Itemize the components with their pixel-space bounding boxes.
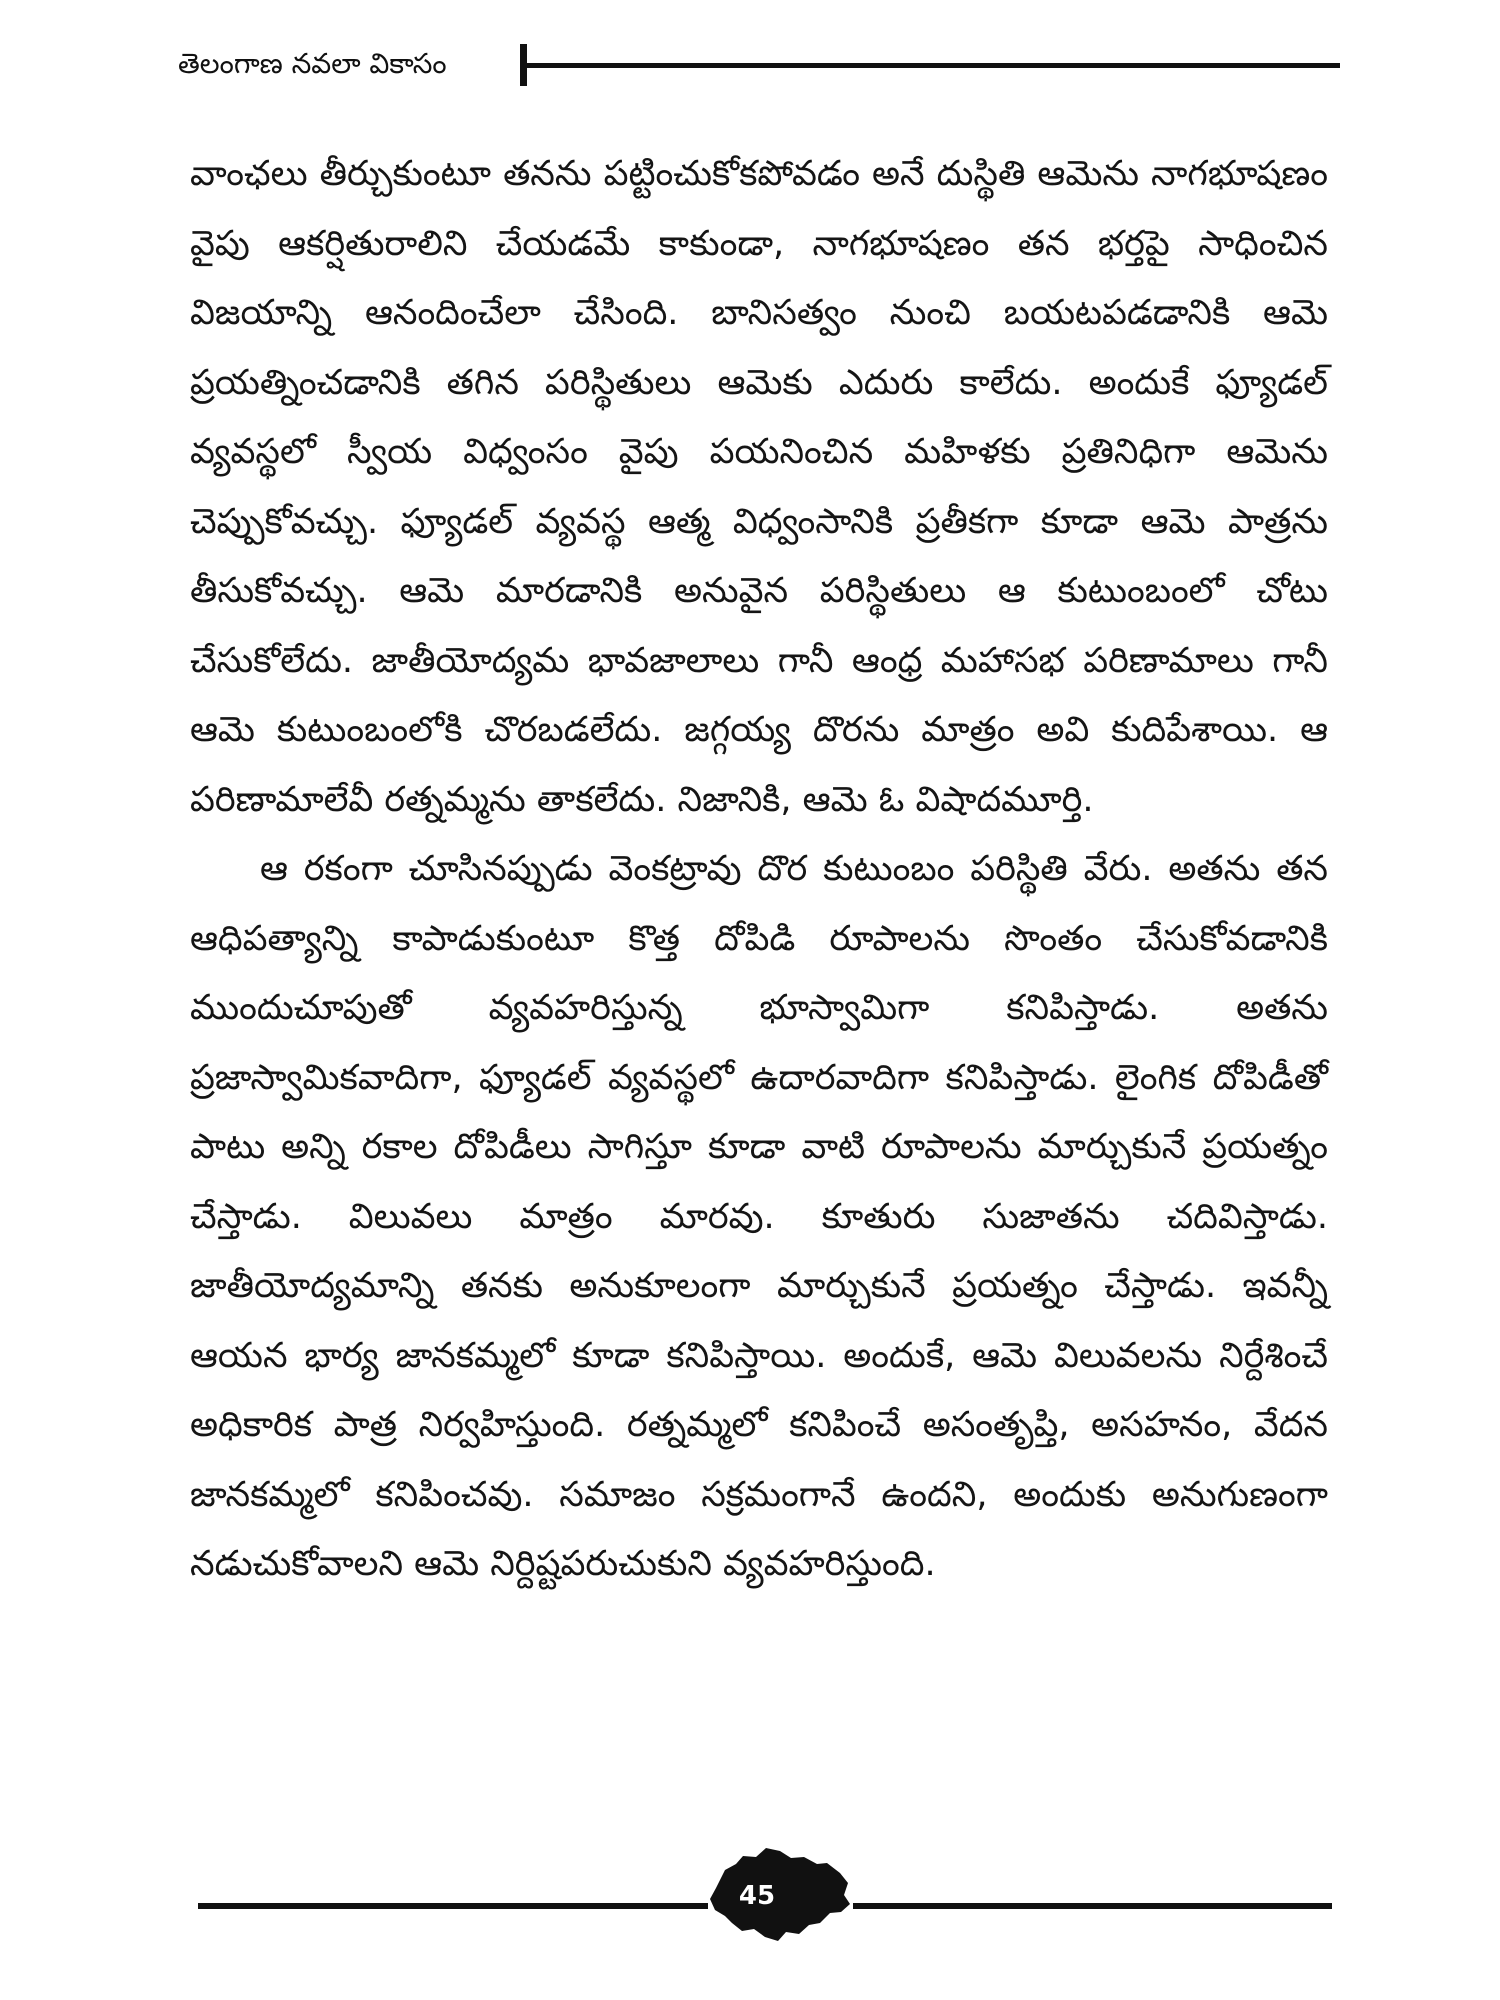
book-title: తెలంగాణ నవలా వికాసం xyxy=(178,47,447,80)
paragraph-1: వాంఛలు తీర్చుకుంటూ తనను పట్టించుకోకపోవడం అనే దుస్థితి ఆమెను నాగభూషణం వైపు ఆకర్షితురాలిని చేయడమే కాకుండా, నాగభూషణం తన భర్తపై సాధించిన విజయాన్ని ఆనందించేలా చేసింది. బానిసత్వం నుంచి బయటపడడానికి ఆమె ప్రయత్నించడానికి తగిన పరిస్థితులు ఆమెకు ఎదురు కాలేదు. అందుకే ఫ్యూడల్ వ్యవస్థలో స్వీయ విధ్వంసం వైపు పయనించిన మహిళకు ప్రతినిధిగా ఆమెను చెప్పుకోవచ్చు. ఫ్యూడల్ వ్యవస్థ ఆత్మ విధ్వంసానికి ప్రతీకగా కూడా ఆమె పాత్రను తీసుకోవచ్చు. ఆమె మారడానికి అనువైన పరిస్థితులు ఆ కుటుంబంలో చోటు చేసుకోలేదు. జాతీయోద్యమ భావజాలాలు గానీ ఆంధ్ర మహాసభ పరిణామాలు గానీ ఆమె కుటుంబంలోకి చొరబడలేదు. జగ్గయ్య దొరను మాత్రం అవి కుదిపేశాయి. ఆ పరిణామాలేవీ రత్నమ్మను తాకలేదు. నిజానికి, ఆమె ఓ విషాదమూర్తి. xyxy=(190,154,1328,820)
page-number: 45 xyxy=(738,1881,776,1911)
page-number-badge xyxy=(708,1846,853,1942)
header-vertical-bar xyxy=(520,44,527,86)
running-header xyxy=(178,38,1340,98)
footer-rule-left xyxy=(198,1903,708,1909)
header-rule xyxy=(527,63,1340,68)
footer-rule-right xyxy=(853,1903,1332,1909)
page-body xyxy=(190,140,1328,1600)
paragraph-2: ఆ రకంగా చూసినప్పుడు వెంకట్రావు దొర కుటుంబం పరిస్థితి వేరు. అతను తన ఆధిపత్యాన్ని కాపాడుకుంటూ కొత్త దోపిడి రూపాలను సొంతం చేసుకోవడానికి ముందుచూపుతో వ్యవహరిస్తున్న భూస్వామిగా కనిపిస్తాడు. అతను ప్రజాస్వామికవాదిగా, ఫ్యూడల్ వ్యవస్థలో ఉదారవాదిగా కనిపిస్తాడు. లైంగిక దోపిడీతో పాటు అన్ని రకాల దోపిడీలు సాగిస్తూ కూడా వాటి రూపాలను మార్చుకునే ప్రయత్నం చేస్తాడు. విలువలు మాత్రం మారవు. కూతురు సుజాతను చదివిస్తాడు. జాతీయోద్యమాన్ని తనకు అనుకూలంగా మార్చుకునే ప్రయత్నం చేస్తాడు. ఇవన్నీ ఆయన భార్య జానకమ్మలో కూడా కనిపిస్తాయి. అందుకే, ఆమె విలువలను నిర్దేశించే అధికారిక పాత్ర నిర్వహిస్తుంది. రత్నమ్మలో కనిపించే అసంతృప్తి, అసహనం, వేదన జానకమ్మలో కనిపించవు. సమాజం సక్రమంగానే ఉందని, అందుకు అనుగుణంగా నడుచుకోవాలని ఆమె నిర్దిష్టపరుచుకుని వ్యవహరిస్తుంది. xyxy=(190,849,1328,1584)
page-footer xyxy=(198,1846,1332,1942)
